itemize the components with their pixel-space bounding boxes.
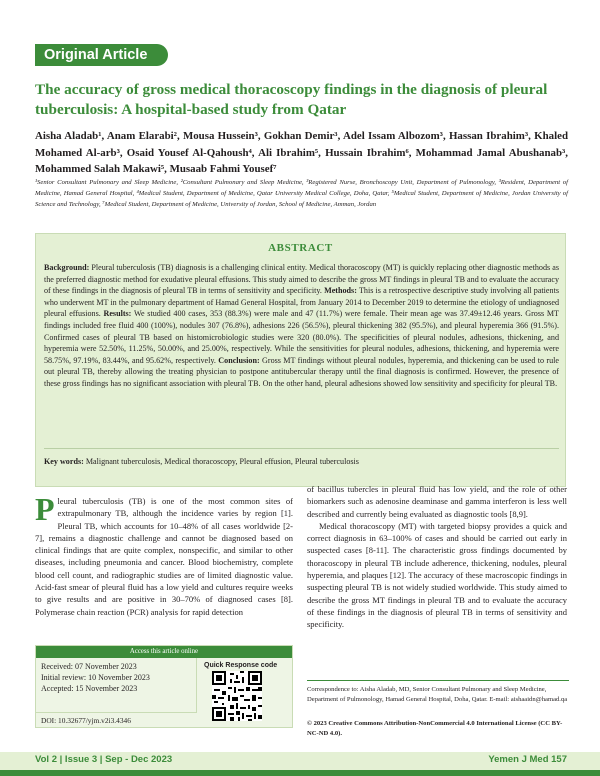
results-text: We studied 400 cases, 353 (88.3%) were male and 47 (11.7%) were female. Their mean age was 37.49±12.46 years. Gross MT findings included free fluid 400 (100%), nodules 307 (76.8%), adhesions 226 (56.5%), pleural thickening 382 (95.5%), and pleural hyperemia 366 (91.5%). Confirmed cases of pleural TB based on histomicrobiologic studies were 320 (80.0%). The specificities of pleural nodules, adhesions, thickening, and hyperemia were 52.50%, 11.25%, 50.00%, and 25.00%, respectively. While the sensitivities for pleural nodules, adhesions, thickening, and hyperemia were 58.75%, 97.19%, 83.44%, and 95.62%, respectively. [44,309,559,365]
abstract-heading: ABSTRACT [268,242,333,254]
correspondence: Correspondence to: Aisha Aladab, MD, Senior Consultant Pulmonary and Sleep Medicine, Department of Pulmonology, Hamad General Hospital, Doha, Qatar. E-mail: aishaaidn@hamad.qa [307,686,568,703]
intro-continuation: of bacillus tubercles in pleural fluid has low yield, and the role of other biomarkers such as adenosine deaminase and gamma interferon is less well described and currently being evaluated as diagnostic tools [8,9]. [307,484,567,519]
keywords-text: Malignant tuberculosis, Medical thoracoscopy, Pleural effusion, Pleural tuberculosis [85,457,359,466]
article-type-badge: Original Article [35,44,168,66]
page-footer [0,752,600,770]
revision-date: Initial review: 10 November 2023 [41,672,150,682]
background-label: Background: [44,263,90,272]
drop-cap: P [35,491,55,527]
access-online-box [35,645,293,728]
box-divider [36,712,196,713]
body-column-right [307,483,567,631]
intro-paragraph: leural tuberculosis (TB) is one of the most common sites of extrapulmonary TB, although the incidence varies by region [1]. Pleural TB, which accounts for 10–48% of all cases worldwide [2-7], remains a diagnostic challenge and cannot be diagnosed based on clinical findings that are quite complex, nonspecific, and similar to other diseases, including pneumonia and cancer. Blood biochemistry, complete blood cell count, and radiographic studies are of limited diagnostic value. Acid-fast smear of pleural fluid has a low yield and cultures require weeks to give results and are positive in 30–70% of diagnosed cases [8]. Polymerase chain reaction (PCR) analysis for rapid detection [35,496,293,617]
keywords-label: Key words: [44,457,84,466]
qr-code-icon[interactable] [212,671,262,721]
doi[interactable]: DOI: 10.32677/yjm.v2i3.4346 [41,716,131,725]
received-date: Received: 07 November 2023 [41,662,137,671]
keywords [44,457,559,466]
journal-page-number: Yemen J Med 157 [488,754,567,765]
access-online-heading: Access this article online [36,646,292,658]
methods-label: Methods: [324,286,357,296]
background-text: Pleural tuberculosis (TB) diagnosis is a challenging clinical entity. Medical thoracoscopy (MT) is quickly replacing other diagnostic methods as the preferred diagnostic method for exudative pleural effusions. This study aimed to describe the gross MT findings in pleural TB and to evaluate the accuracy of these findings in the diagnosis of pleural TB in terms of sensitivity and specificity. [44,263,560,296]
correspondence-divider [307,680,569,681]
article-dates [41,662,150,694]
abstract-divider [44,448,559,449]
qr-label: Quick Response code [204,662,278,669]
results-label: Results: [103,309,132,319]
article-title: The accuracy of gross medical thoracoscopy findings in the diagnosis of pleural tuberculosis: A hospital-based study from Qatar [35,81,548,118]
conclusion-label: Conclusion: [218,355,260,365]
methods-text: This is a retrospective descriptive study involving all patients who underwent MT in the pulmonary department of Hamad General Hospital, from January 2014 to December 2019 to determine the etiology of undiagnosed pleural effusions. [44,286,559,319]
abstract-text [44,262,559,390]
conclusion-text: Gross MT findings without pleural nodules, hyperemia, and thickening can be used to rule out pleural TB, thereby allowing the treating physician to postpone antitubercular therapy until the final diagnosis is confirmed. However, the presence of these gross findings has no significant association with pleural TB. On the other hand, pleural adhesions showed low sensitivity and specificity for pleural TB. [44,355,560,388]
accepted-date: Accepted: 15 November 2023 [41,683,138,693]
intro-paragraph-2: Medical thoracoscopy (MT) with targeted biopsy provides a quick and correct diagnosis in 63–100% of cases and should be carried out early in suspected cases [8-11]. The characteristic gross findings documented by thoracoscopy in pleural TB include adherence, thickening, nodules, pleural hyperemia, and plaques [12]. The accuracy of these macroscopic findings in suspecting pleural TB is not widely studied worldwide. This study aimed to describe the gross MT findings in pleural TB and to evaluate the accuracy of these findings in the diagnosis of pleural TB in terms of sensitivity and specificity. [307,520,567,630]
author-list: Aisha Aladab¹, Anam Elarabi², Mousa Hussein³, Gokhan Demir³, Adel Issam Albozom³, Hassan Ibrahim³, Khaled Mohamed Al-arb³, Osaid Yousef Al-Qahoush⁴, Ali Ibrahim⁵, Hussain Ibrahim⁶, Mohammad Jamal Abushanab³, Mohammed Salah Makawi⁵, Musaab Fahmi Yousef⁷ [35,130,568,175]
abstract-box [35,233,566,487]
license: © 2023 Creative Commons Attribution-NonCommercial 4.0 International License (CC BY-NC-ND 4.0). [307,720,563,737]
box-divider [196,658,197,713]
affiliations: ¹Senior Consultant Pulmonary and Sleep Medicine, ²Consultant Pulmonary and Sleep Medicine, ³Registered Nurse, Bronchoscopy Unit, Department of Pulmonology, ³Resident, Department of Medicine, Hamad General Hospital, ⁴Medical Student, Department of Medicine, Qatar University Medical College, Doha, Qatar, ⁵Medical Student, Department of Medicine, Jordan University of Science and Technology, ⁷Medical Student, Department of Medicine, University of Jordan, School of Medicine, Amman, Jordan [35,179,568,208]
issue-info: Vol 2 | Issue 3 | Sep - Dec 2023 [35,754,173,765]
body-column-left [35,491,293,618]
footer-accent-bar [0,770,600,776]
